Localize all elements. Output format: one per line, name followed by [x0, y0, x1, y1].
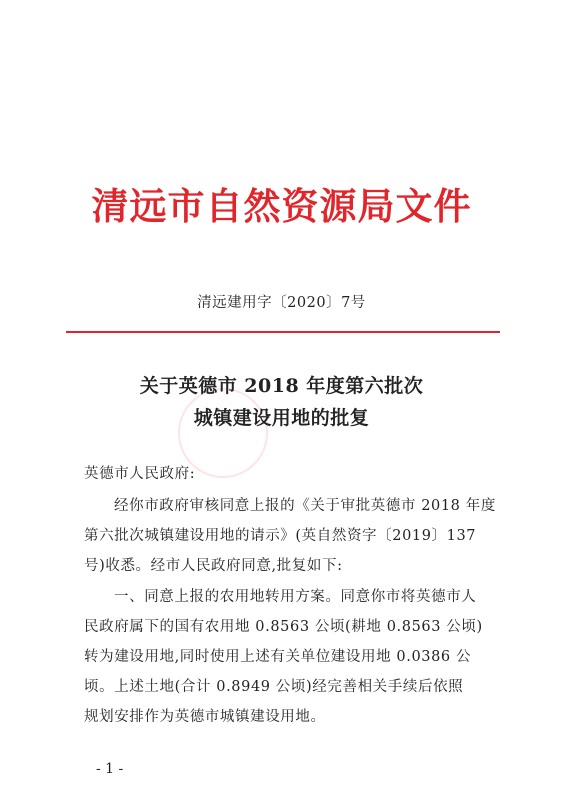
page-number: - 1 -	[96, 761, 124, 777]
paragraph-2-line-2: 民政府属下的国有农用地 0.8563 公顷(耕地 0.8563 公顷)	[84, 619, 483, 635]
addressee: 英德市人民政府:	[84, 466, 196, 482]
red-divider	[66, 331, 500, 333]
document-title-line-1: 关于英德市 2018 年度第六批次	[139, 375, 424, 397]
paragraph-1-line-2: 第六批次城镇建设用地的请示》(英自然资字〔2019〕137	[84, 528, 477, 544]
document-title-line-2: 城镇建设用地的批复	[193, 407, 370, 429]
paragraph-1-line-1: 经你市政府审核同意上报的《关于审批英德市 2018 年度	[114, 498, 496, 514]
document-number: 清远建用字〔2020〕7号	[197, 295, 366, 311]
paragraph-2-line-4: 顷。上述土地(合计 0.8949 公顷)经完善相关手续后依照	[84, 679, 464, 695]
paragraph-1-line-3: 号)收悉。经市人民政府同意,批复如下:	[84, 558, 343, 574]
paragraph-2-line-3: 转为建设用地,同时使用上述有关单位建设用地 0.0386 公	[84, 649, 472, 665]
paragraph-2-line-5: 规划安排作为英德市城镇建设用地。	[84, 709, 326, 725]
issuer-title: 清远市自然资源局文件	[91, 185, 472, 228]
paragraph-2-line-1: 一、同意上报的农用地转用方案。同意你市将英德市人	[114, 589, 477, 605]
